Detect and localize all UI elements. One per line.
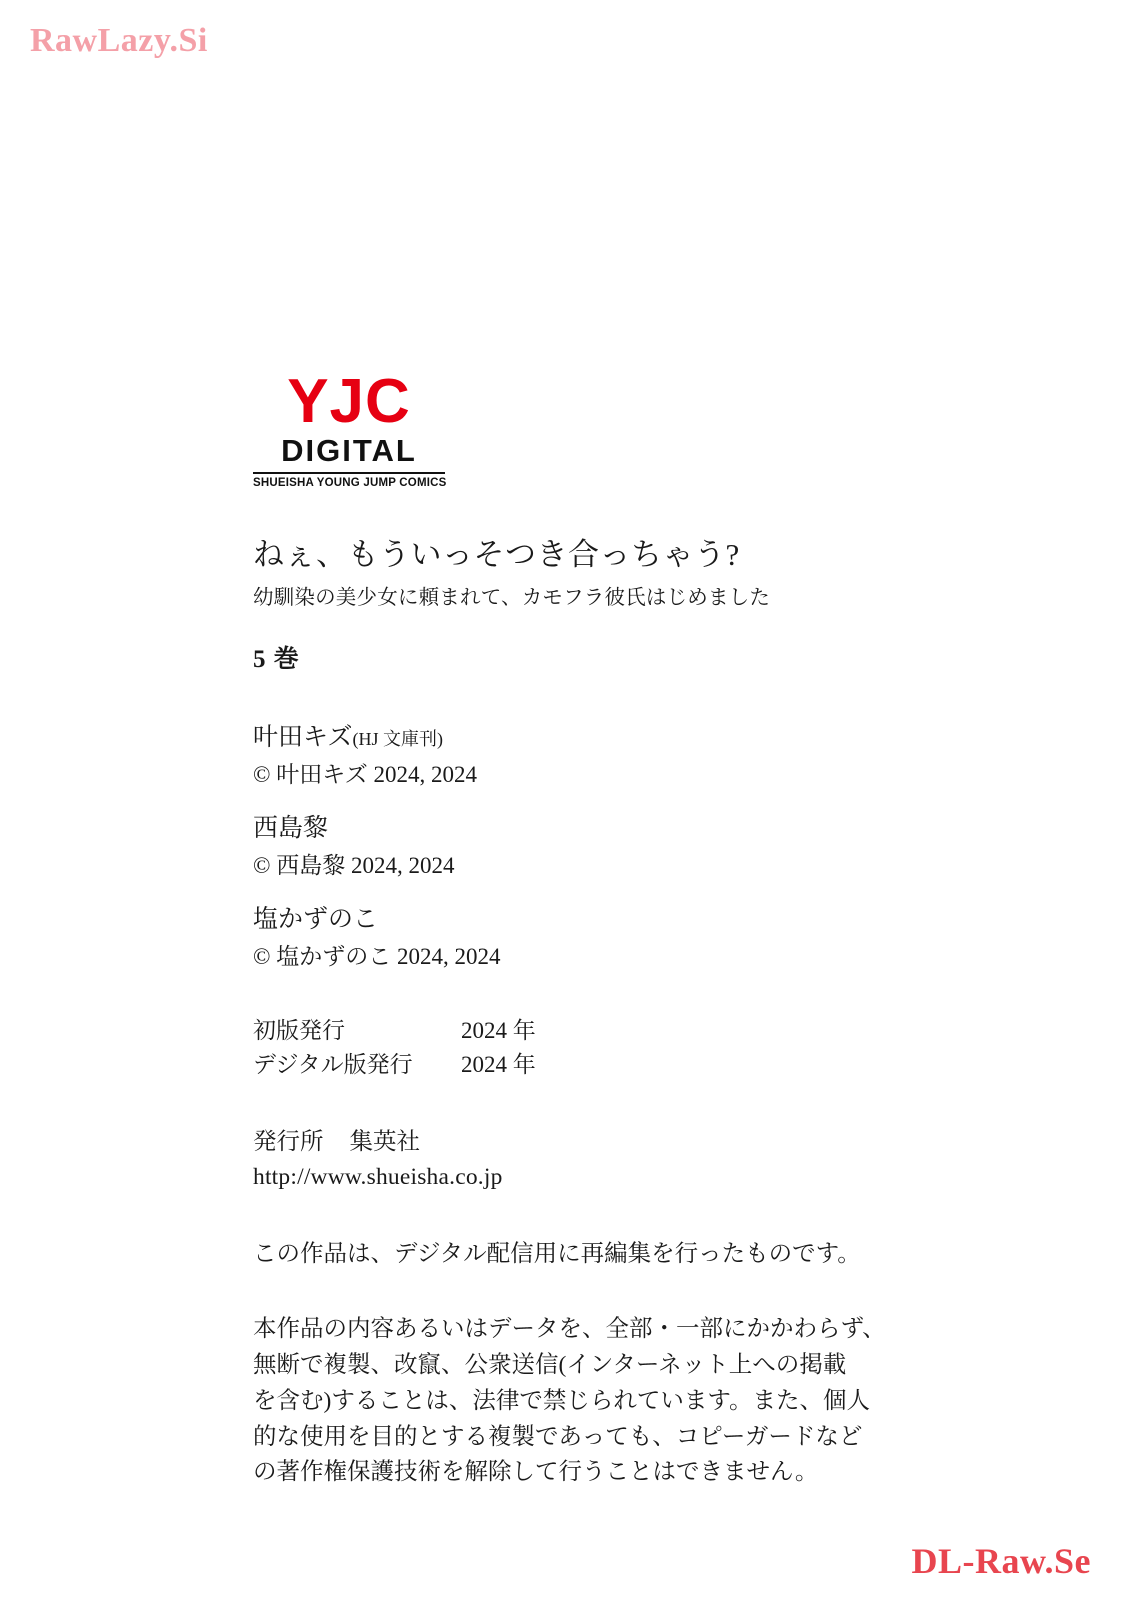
volume-number: 5 巻: [253, 646, 300, 674]
credit-copyright: © 西島黎 2024, 2024: [253, 852, 455, 878]
credit-name-text: 叶田キズ: [253, 724, 353, 752]
credit-entry: [253, 903, 893, 972]
logo-digital-text: DIGITAL: [281, 432, 417, 468]
publisher-name: 集英社: [349, 1128, 420, 1155]
credit-copyright: © 塩かずのこ 2024, 2024: [253, 943, 501, 969]
credit-name: [253, 812, 893, 846]
copyright-notice: [253, 1312, 893, 1491]
publisher-info: [253, 1125, 893, 1196]
work-title: ねぇ、もういっそつき合っちゃう?: [253, 536, 740, 572]
publisher-logo: [253, 367, 447, 490]
colophon-block: [253, 367, 893, 1491]
work-subtitle: 幼馴染の美少女に頼まれて、カモフラ彼氏はじめました: [253, 586, 771, 609]
publication-value: 2024 年: [461, 1052, 536, 1078]
credit-name-text: 西島黎: [253, 815, 329, 843]
credit-copyright: © 叶田キズ 2024, 2024: [253, 762, 478, 788]
credit-entry: [253, 812, 893, 881]
logo-tagline-text: SHUEISHA YOUNG JUMP COMICS: [253, 472, 445, 490]
publication-row: [253, 1014, 893, 1049]
credit-entry: [253, 721, 893, 790]
publication-dates: [253, 1014, 893, 1083]
watermark-top-left: RawLazy.Si: [30, 22, 208, 59]
watermark-bottom-right: DL-Raw.Se: [911, 1541, 1091, 1581]
notice-line: を含む)することは、法律で禁じられています。また、個人: [253, 1387, 870, 1414]
credit-name: [253, 903, 893, 937]
publication-label: 初版発行: [253, 1017, 345, 1043]
publication-row: [253, 1048, 893, 1083]
credit-name-suffix: (HJ 文庫刊): [352, 729, 444, 750]
publication-value: 2024 年: [461, 1017, 536, 1043]
publisher-label: 発行所: [253, 1128, 324, 1155]
notice-line: の著作権保護技術を解除して行うことはできません。: [253, 1459, 819, 1486]
notice-line: 無断で複製、改竄、公衆送信(インターネット上への掲載: [253, 1352, 847, 1379]
logo-yjc-text: YJC: [287, 367, 411, 436]
digital-edition-note: この作品は、デジタル配信用に再編集を行ったものです。: [253, 1241, 861, 1268]
notice-line: 的な使用を目的とする複製であっても、コピーガードなど: [253, 1423, 863, 1450]
publisher-url[interactable]: http://www.shueisha.co.jp: [253, 1163, 503, 1190]
credit-name-text: 塩かずのこ: [253, 905, 379, 933]
publication-label: デジタル版発行: [253, 1052, 413, 1078]
publisher-row: [253, 1125, 893, 1160]
credit-name: [253, 721, 893, 755]
notice-line: 本作品の内容あるいはデータを、全部・一部にかかわらず、: [253, 1316, 886, 1343]
